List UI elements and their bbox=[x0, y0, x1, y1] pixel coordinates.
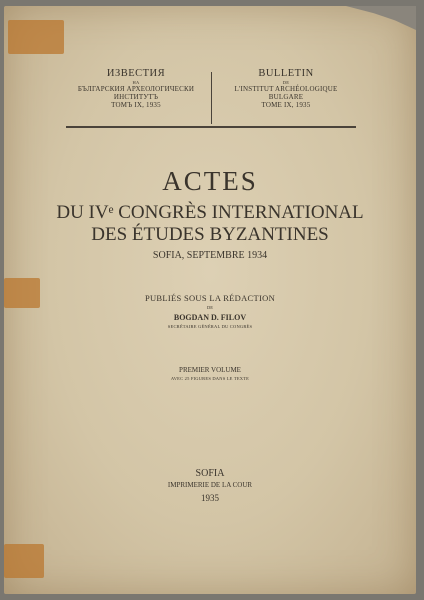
paper-stain bbox=[4, 544, 44, 578]
header-right-volume: TOME IX, 1935 bbox=[261, 101, 311, 110]
header-left-title: ИЗВЕСТИЯ bbox=[106, 68, 166, 79]
header-right-title: BULLETIN bbox=[258, 68, 314, 79]
place-date: SOFIA, SEPTEMBRE 1934 bbox=[152, 250, 268, 261]
header-right-de: DE bbox=[282, 80, 290, 86]
header-right-institute: L'INSTITUT ARCHÉOLOGIQUE bbox=[234, 85, 338, 94]
book-cover bbox=[4, 6, 416, 594]
figures-note: AVEC 25 FIGURES DANS LE TEXTE bbox=[170, 376, 250, 381]
imprint-year: 1935 bbox=[201, 493, 219, 503]
header-bulgarian bbox=[66, 68, 206, 109]
editor-role: SECRÉTAIRE GÉNÉRAL DU CONGRÈS bbox=[167, 324, 253, 329]
header-right-institute2: BULGARE bbox=[268, 93, 304, 102]
header-left-institute: БЪЛГАРСКИЯ АРХЕОЛОГИЧЕСКИ bbox=[77, 85, 195, 94]
subtitle-line-1: DU IVᵉ CONGRÈS INTERNATIONAL bbox=[56, 202, 364, 223]
header-divider bbox=[211, 72, 212, 124]
main-title: ACTES bbox=[162, 166, 258, 196]
volume-label: PREMIER VOLUME bbox=[179, 366, 241, 374]
imprint-city: SOFIA bbox=[195, 468, 225, 479]
journal-header bbox=[66, 68, 356, 126]
editor-name: BOGDAN D. FILOV bbox=[173, 313, 247, 322]
paper-stain bbox=[8, 20, 64, 54]
published-under: PUBLIÉS SOUS LA RÉDACTION bbox=[144, 293, 276, 303]
header-left-volume: ТОМЪ IX, 1935 bbox=[111, 101, 161, 110]
editor-par: DE bbox=[207, 305, 213, 310]
header-french bbox=[216, 68, 356, 109]
subtitle-line-2: DES ÉTUDES BYZANTINES bbox=[91, 224, 329, 245]
torn-corner bbox=[346, 6, 416, 30]
header-rule bbox=[66, 126, 356, 128]
header-left-institute2: ИНСТИТУТЪ bbox=[113, 93, 159, 102]
imprint-press: IMPRIMERIE DE LA COUR bbox=[167, 481, 253, 489]
header-left-na: НА bbox=[132, 80, 140, 86]
